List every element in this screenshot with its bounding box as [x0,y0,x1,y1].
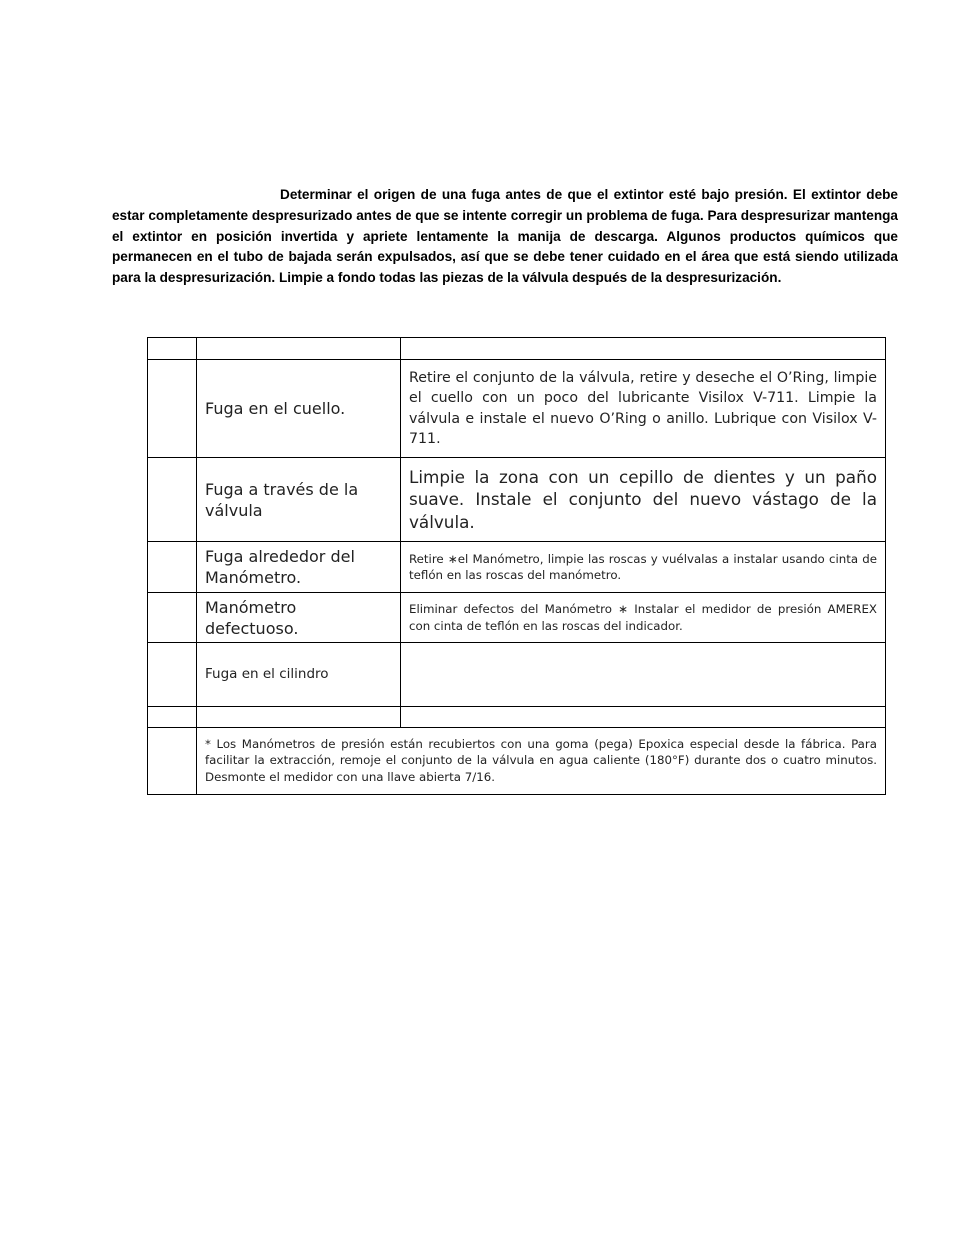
problem-cell [197,707,401,728]
solution-cell: Limpie la zona con un cepillo de dientes y un paño suave. Instale el conjunto del nuevo vástago de la válvula. [401,458,886,542]
footnote-index-cell [148,728,197,795]
problem-cell: Fuga a través de la válvula [197,458,401,542]
row-index [148,542,197,593]
row-index [148,643,197,707]
row-index [148,593,197,643]
solution-cell: Retire el conjunto de la válvula, retire y deseche el O’Ring, limpie el cuello con un poco del lubricante Visilox V-711. Limpie la válvula e instale el nuevo O’Ring o anillo. Lubrique con Visilox V-711. [401,360,886,458]
table-header-row [148,338,886,360]
problem-cell: Fuga alrededor del Manómetro. [197,542,401,593]
table-row [148,593,886,643]
solution-cell [401,643,886,707]
intro-paragraph: Determinar el origen de una fuga antes de que el extintor esté bajo presión. El extintor debe estar completamente despresurizado antes de que se intente corregir un problema de fuga. Para despresurizar mantenga el extintor en posición invertida y apriete lentamente la manija de descarga. Algunos productos químicos que permanecen en el tubo de bajada serán expulsados, así que se debe tener cuidado en el área que está siendo utilizada para la despresurización. Limpie a fondo todas las piezas de la válvula después de la despresurización. [112,187,898,286]
table-row [148,643,886,707]
table-row [148,707,886,728]
troubleshooting-table [147,337,886,795]
footnote-row [148,728,886,795]
row-index [148,707,197,728]
solution-cell [401,707,886,728]
row-index [148,360,197,458]
table-row [148,458,886,542]
row-index [148,458,197,542]
solution-cell: Eliminar defectos del Manómetro ∗ Instalar el medidor de presión AMEREX con cinta de teflón en las roscas del indicador. [401,593,886,643]
footnote: * Los Manómetros de presión están recubiertos con una goma (pega) Epoxica especial desde la fábrica. Para facilitar la extracción, remoje el conjunto de la válvula en agua caliente (180°F) durante dos o cuatro minutos. Desmonte el medidor con una llave abierta 7/16. [197,728,886,795]
header-cell [197,338,401,360]
problem-cell: Fuga en el cuello. [197,360,401,458]
header-cell [148,338,197,360]
problem-cell: Manómetro defectuoso. [197,593,401,643]
table-row [148,360,886,458]
solution-cell: Retire ∗el Manómetro, limpie las roscas y vuélvalas a instalar usando cinta de teflón en las roscas del manómetro. [401,542,886,593]
header-cell [401,338,886,360]
table-row [148,542,886,593]
problem-cell: Fuga en el cilindro [197,643,401,707]
